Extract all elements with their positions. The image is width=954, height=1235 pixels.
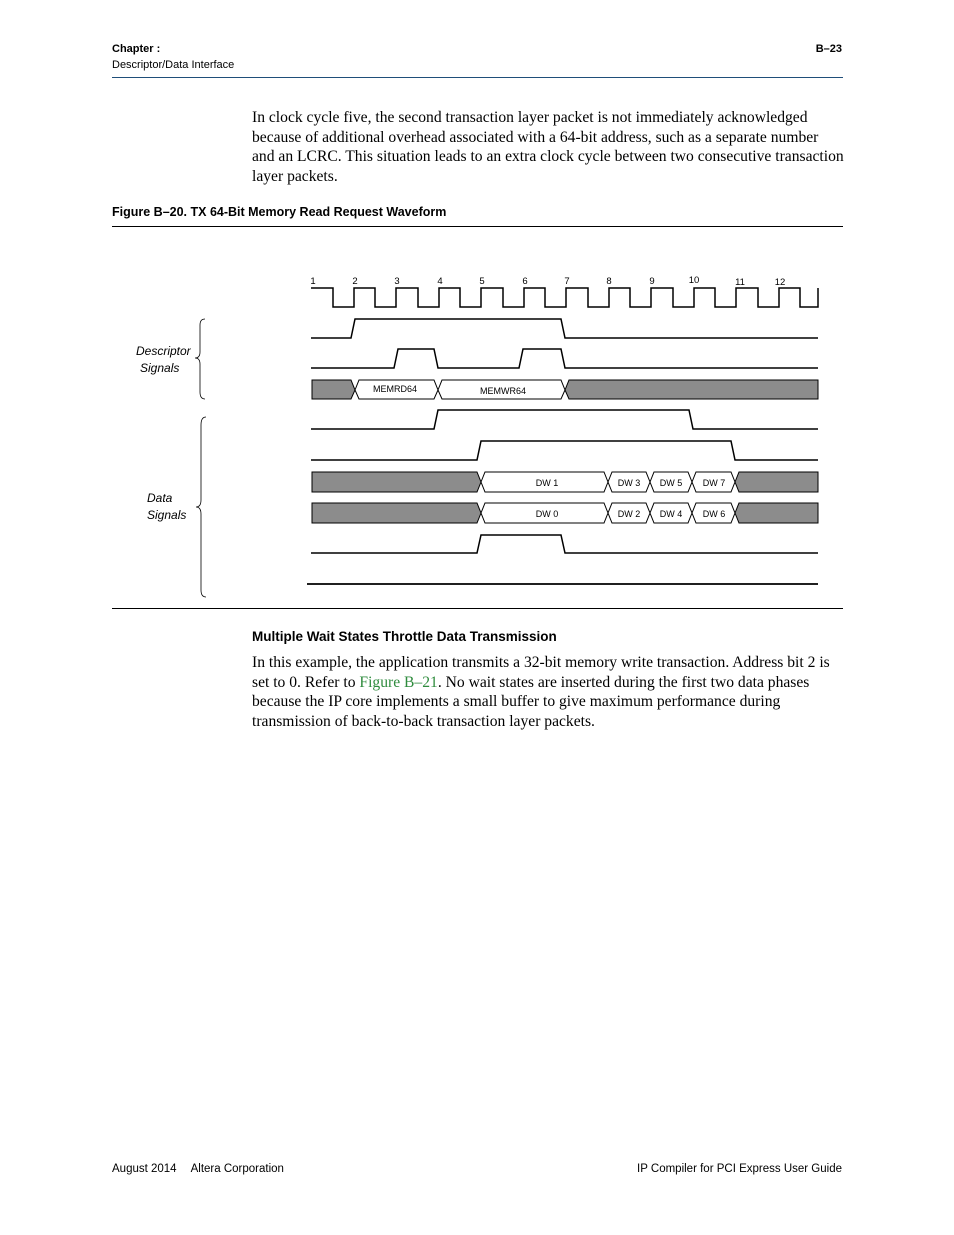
clock-label: 7 bbox=[564, 276, 570, 287]
clock-label: 11 bbox=[735, 277, 745, 288]
clock-label: 12 bbox=[774, 277, 786, 288]
clock-label: 1 bbox=[310, 276, 316, 287]
bus-label-dw4: DW 4 bbox=[659, 509, 683, 519]
clock-label: 2 bbox=[352, 276, 358, 287]
data-group-label-2: Signals bbox=[147, 508, 187, 522]
section-heading: Multiple Wait States Throttle Data Transmission bbox=[252, 629, 557, 644]
data-group-label: Data bbox=[147, 491, 173, 505]
data-signal-2 bbox=[311, 441, 818, 460]
data-signal-3 bbox=[311, 535, 818, 553]
descriptor-brace bbox=[195, 319, 205, 399]
clock-label: 5 bbox=[479, 276, 485, 287]
data-bus-high bbox=[312, 472, 818, 492]
clock-label: 9 bbox=[649, 276, 655, 287]
intro-paragraph: In clock cycle five, the second transaction layer packet is not immediately acknowledged because of additional overhead associated with a 64-bit address, such as a separate number and an LCRC. This situation leads to an extra clock cycle between two consecutive transaction layer packets. bbox=[252, 109, 844, 185]
bus-label-memrd64: MEMRD64 bbox=[372, 384, 418, 394]
header-section: Descriptor/Data Interface bbox=[112, 59, 235, 71]
clock-label: 4 bbox=[437, 276, 443, 287]
figure-caption: Figure B–20. TX 64-Bit Memory Read Request Waveform bbox=[112, 205, 447, 219]
data-bus-low bbox=[312, 503, 818, 523]
clock-label: 3 bbox=[394, 276, 400, 287]
descriptor-group-label-2: Signals bbox=[140, 361, 180, 375]
bus-label-memwr64: MEMWR64 bbox=[479, 386, 527, 396]
header-page-number: B–23 bbox=[815, 43, 842, 55]
header-chapter: Chapter : bbox=[112, 43, 161, 55]
clock-label: 8 bbox=[606, 276, 612, 287]
bus-label-dw1: DW 1 bbox=[535, 478, 559, 488]
bus-label-dw2: DW 2 bbox=[617, 509, 641, 519]
clock-signal bbox=[311, 288, 818, 307]
footer-date: August 2014 bbox=[112, 1163, 177, 1175]
clock-label: 6 bbox=[522, 276, 528, 287]
section-text-after-link: . No wait states are inserted during the first two data phases because the IP core implements a small buffer to give maximum performance during transmission of back-to-back transaction layer packets. bbox=[252, 673, 810, 730]
bus-label-dw5: DW 5 bbox=[659, 478, 683, 488]
data-brace bbox=[196, 417, 206, 597]
data-signal-1 bbox=[311, 410, 818, 429]
section-text-before-link: In this example, the application transmits a 32-bit memory write transaction. Address bit 2 is set to 0. Refer to bbox=[252, 654, 830, 691]
figure-b21-link[interactable]: Figure B–21 bbox=[359, 673, 438, 691]
descriptor-group-label: Descriptor bbox=[136, 344, 191, 358]
desc-signal-ack bbox=[311, 349, 818, 368]
bus-label-dw6: DW 6 bbox=[702, 509, 726, 519]
footer-company: Altera Corporation bbox=[190, 1163, 284, 1175]
footer-doc-title: IP Compiler for PCI Express User Guide bbox=[637, 1163, 842, 1175]
waveform-diagram bbox=[112, 227, 843, 607]
figure-bottom-rule bbox=[112, 608, 843, 609]
bus-label-dw7: DW 7 bbox=[702, 478, 726, 488]
bus-label-dw0: DW 0 bbox=[535, 509, 559, 519]
section-paragraph bbox=[252, 653, 844, 731]
header-rule bbox=[112, 77, 843, 78]
footer-left bbox=[112, 1163, 298, 1175]
bus-label-dw3: DW 3 bbox=[617, 478, 641, 488]
desc-signal-valid bbox=[311, 319, 818, 338]
clock-label: 10 bbox=[688, 275, 700, 286]
